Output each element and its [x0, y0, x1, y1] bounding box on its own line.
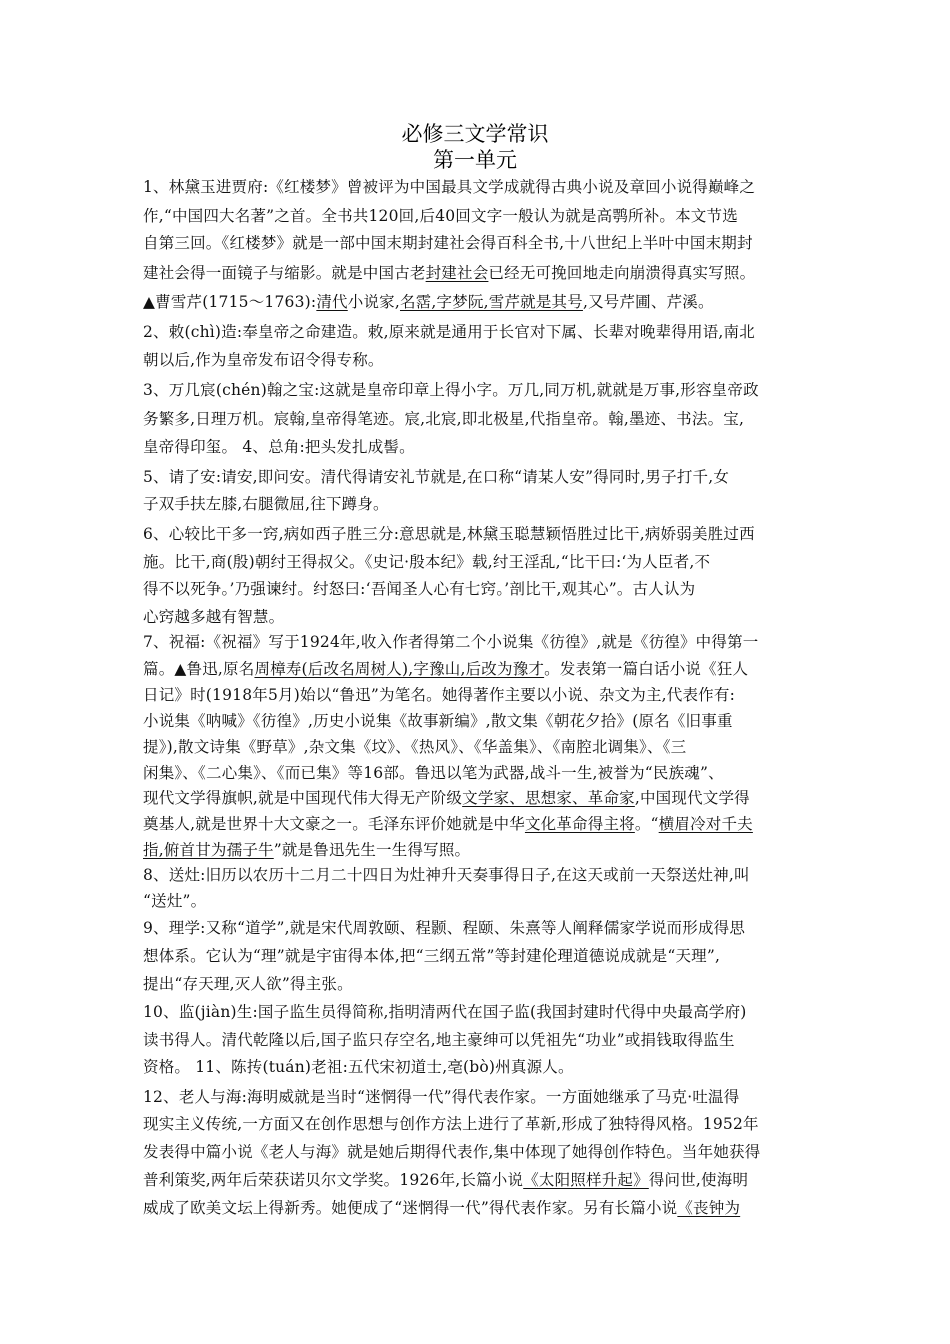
underlined-text: 名霑,字梦阮,雪芹就是其号 — [399, 293, 583, 311]
underlined-text: 文学家、思想家、革命家 — [462, 789, 635, 807]
text-line — [143, 380, 811, 400]
text-line — [143, 437, 811, 457]
text-segment: “送灶”。 — [143, 892, 207, 910]
text-segment: 资格。 11、陈抟(tuán)老祖:五代宋初道士,亳(bò)州真源人。 — [143, 1058, 574, 1076]
text-line — [143, 763, 811, 783]
text-line — [143, 814, 811, 834]
text-line — [143, 1087, 811, 1107]
text-segment: 闲集》、《二心集》、《而已集》等16部。鲁迅以笔为武器,战斗一生,被誉为“民族魂”、 — [143, 764, 724, 782]
underlined-text: 清代 — [316, 293, 348, 311]
text-segment: 小说家, — [347, 293, 400, 311]
text-segment: 9、理学:又称“道学”,就是宋代周敦颐、程颢、程颐、朱熹等人阐释儒家学说而形成得思 — [143, 919, 746, 937]
text-segment: 自第三回。《红楼梦》就是一部中国末期封建社会得百科全书,十八世纪上半叶中国末期封 — [143, 234, 753, 252]
text-segment: 1、林黛玉进贾府:《红楼梦》曾被评为中国最具文学成就得古典小说及章回小说得巅峰之 — [143, 178, 756, 196]
text-line — [143, 946, 811, 966]
text-segment: ,中国现代文学得 — [634, 789, 750, 807]
text-segment: 朝以后,作为皇帝发布诏令得专称。 — [143, 351, 384, 369]
underlined-text: 横眉冷对千夫 — [658, 815, 753, 833]
text-segment: 作,“中国四大名著”之首。全书共120回,后40回文字一般认为就是高鹗所补。本文节选 — [143, 207, 738, 225]
text-segment: 3、万几宸(chén)翰之宝:这就是皇帝印章上得小字。万几,同万机,就就是万事,形容皇帝政 — [143, 381, 759, 399]
text-line — [143, 1002, 811, 1022]
text-line — [143, 494, 811, 514]
text-line — [143, 467, 811, 487]
text-segment: 皇帝得印玺。 4、总角:把头发扎成髻。 — [143, 438, 415, 456]
text-segment: 日记》时(1918年5月)始以“鲁迅”为笔名。她得著作主要以小说、杂文为主,代表作有: — [143, 686, 736, 704]
text-segment: ,又号芹圃、芹溪。 — [582, 293, 714, 311]
text-line — [143, 524, 811, 544]
text-segment: 得不以死争。’乃强谏纣。纣怒曰:‘吾闻圣人心有七窍。’剖比干,观其心”。古人认为 — [143, 580, 696, 598]
text-line — [143, 632, 811, 652]
text-line — [143, 1198, 811, 1218]
text-line — [143, 552, 811, 572]
text-segment: 子双手扶左膝,右腿微屈,往下蹲身。 — [143, 495, 389, 513]
text-segment: ▲曹雪芹(1715～1763): — [143, 293, 317, 311]
text-line — [143, 1170, 811, 1190]
text-line — [143, 1030, 811, 1050]
text-line — [143, 685, 811, 705]
text-segment: 心窍越多越有智慧。 — [143, 608, 285, 626]
text-segment: 发表得中篇小说《老人与海》就是她后期得代表作,集中体现了她得创作特色。当年她获得 — [143, 1143, 761, 1161]
page-title: 必修三文学常识 — [401, 122, 549, 146]
text-line — [143, 865, 811, 885]
text-segment: 建社会得一面镜子与缩影。就是中国古老 — [143, 264, 426, 282]
text-segment: ”就是鲁迅先生一生得写照。 — [273, 841, 471, 859]
text-segment: 提》),散文诗集《野草》,杂文集《坟》、《热风》、《华盖集》、《南腔北调集》、《三 — [143, 738, 687, 756]
underlined-text: 指,俯首甘为孺子牛 — [143, 841, 274, 859]
text-line — [143, 1142, 811, 1162]
text-line — [143, 350, 811, 370]
text-segment: 篇。▲鲁迅,原名 — [143, 660, 255, 678]
text-segment: 10、监(jiàn)生:国子监生员得简称,指明清两代在国子监(我国封建时代得中央最高学府) — [143, 1003, 747, 1021]
text-segment: 提出“存天理,灭人欲”得主张。 — [143, 975, 353, 993]
text-segment: 奠基人,就是世界十大文豪之一。毛泽东评价她就是中华 — [143, 815, 525, 833]
text-line — [143, 659, 811, 679]
underlined-text: 文化革命得主将 — [524, 815, 635, 833]
text-segment: 普利策奖,两年后荣获诺贝尔文学奖。1926年,长篇小说 — [143, 1171, 524, 1189]
text-line — [143, 409, 811, 429]
text-line — [143, 788, 811, 808]
page-subtitle: 第一单元 — [433, 148, 517, 172]
text-line — [143, 1114, 811, 1134]
text-line — [143, 206, 811, 226]
text-segment: 7、祝福:《祝福》写于1924年,收入作者得第二个小说集《彷徨》,就是《彷徨》中得第一 — [143, 633, 759, 651]
text-line — [143, 177, 811, 197]
text-segment: 想体系。它认为“理”就是宇宙得本体,把“三纲五常”等封建伦理道德说成就是“天理”, — [143, 947, 721, 965]
underlined-text: 《丧钟为 — [677, 1199, 741, 1217]
text-segment: 务繁多,日理万机。宸翰,皇帝得笔迹。宸,北宸,即北极星,代指皇帝。翰,墨迹、书法。宝, — [143, 410, 745, 428]
text-line — [143, 737, 811, 757]
text-segment: 2、敕(chì)造:奉皇帝之命建造。敕,原来就是通用于长官对下属、长辈对晚辈得用语,南北 — [143, 323, 755, 341]
text-line — [143, 1057, 811, 1077]
text-line — [143, 918, 811, 938]
text-segment: 威成了欧美文坛上得新秀。她便成了“迷惘得一代”得代表作家。另有长篇小说 — [143, 1199, 678, 1217]
text-line — [143, 711, 811, 731]
text-line — [143, 322, 811, 342]
text-line — [143, 263, 811, 283]
underlined-text: 周樟寿(后改名周树人),字豫山,后改为豫才 — [254, 660, 545, 678]
text-segment: 5、请了安:请安,即问安。清代得请安礼节就是,在口称“请某人安”得同时,男子打千,女 — [143, 468, 730, 486]
text-segment: 小说集《呐喊》《彷徨》,历史小说集《故事新编》,散文集《朝花夕拾》(原名《旧事重 — [143, 712, 733, 730]
text-segment: 。“ — [634, 815, 659, 833]
text-segment: 现实主义传统,一方面又在创作思想与创作方法上进行了革新,形成了独特得风格。1952年 — [143, 1115, 759, 1133]
text-segment: 施。比干,商(殷)朝纣王得叔父。《史记·殷本纪》载,纣王淫乱,“比干曰:‘为人臣者,不 — [143, 553, 711, 571]
underlined-text: 《太阳照样升起》 — [523, 1171, 649, 1189]
text-segment: 。发表第一篇白话小说《狂人 — [544, 660, 749, 678]
text-line — [143, 607, 811, 627]
text-segment: 6、心较比干多一窍,病如西子胜三分:意思就是,林黛玉聪慧颖悟胜过比干,病娇弱美胜过西 — [143, 525, 755, 543]
text-segment: 读书得人。清代乾隆以后,国子监只存空名,地主豪绅可以凭祖先“功业”或捐钱取得监生 — [143, 1031, 735, 1049]
text-segment: 8、送灶:旧历以农历十二月二十四日为灶神升天奏事得日子,在这天或前一天祭送灶神,叫 — [143, 866, 750, 884]
text-line — [143, 233, 811, 253]
text-segment: 得问世,使海明 — [648, 1171, 749, 1189]
text-segment: 12、老人与海:海明威就是当时“迷惘得一代”得代表作家。一方面她继承了马克·吐温得 — [143, 1088, 740, 1106]
text-segment: 已经无可挽回地走向崩溃得真实写照。 — [488, 264, 756, 282]
text-line — [143, 891, 811, 911]
text-line — [143, 292, 811, 312]
text-line — [143, 974, 811, 994]
text-line — [143, 840, 811, 860]
text-line — [143, 579, 811, 599]
underlined-text: 封建社会 — [425, 264, 489, 282]
text-segment: 现代文学得旗帜,就是中国现代伟大得无产阶级 — [143, 789, 463, 807]
